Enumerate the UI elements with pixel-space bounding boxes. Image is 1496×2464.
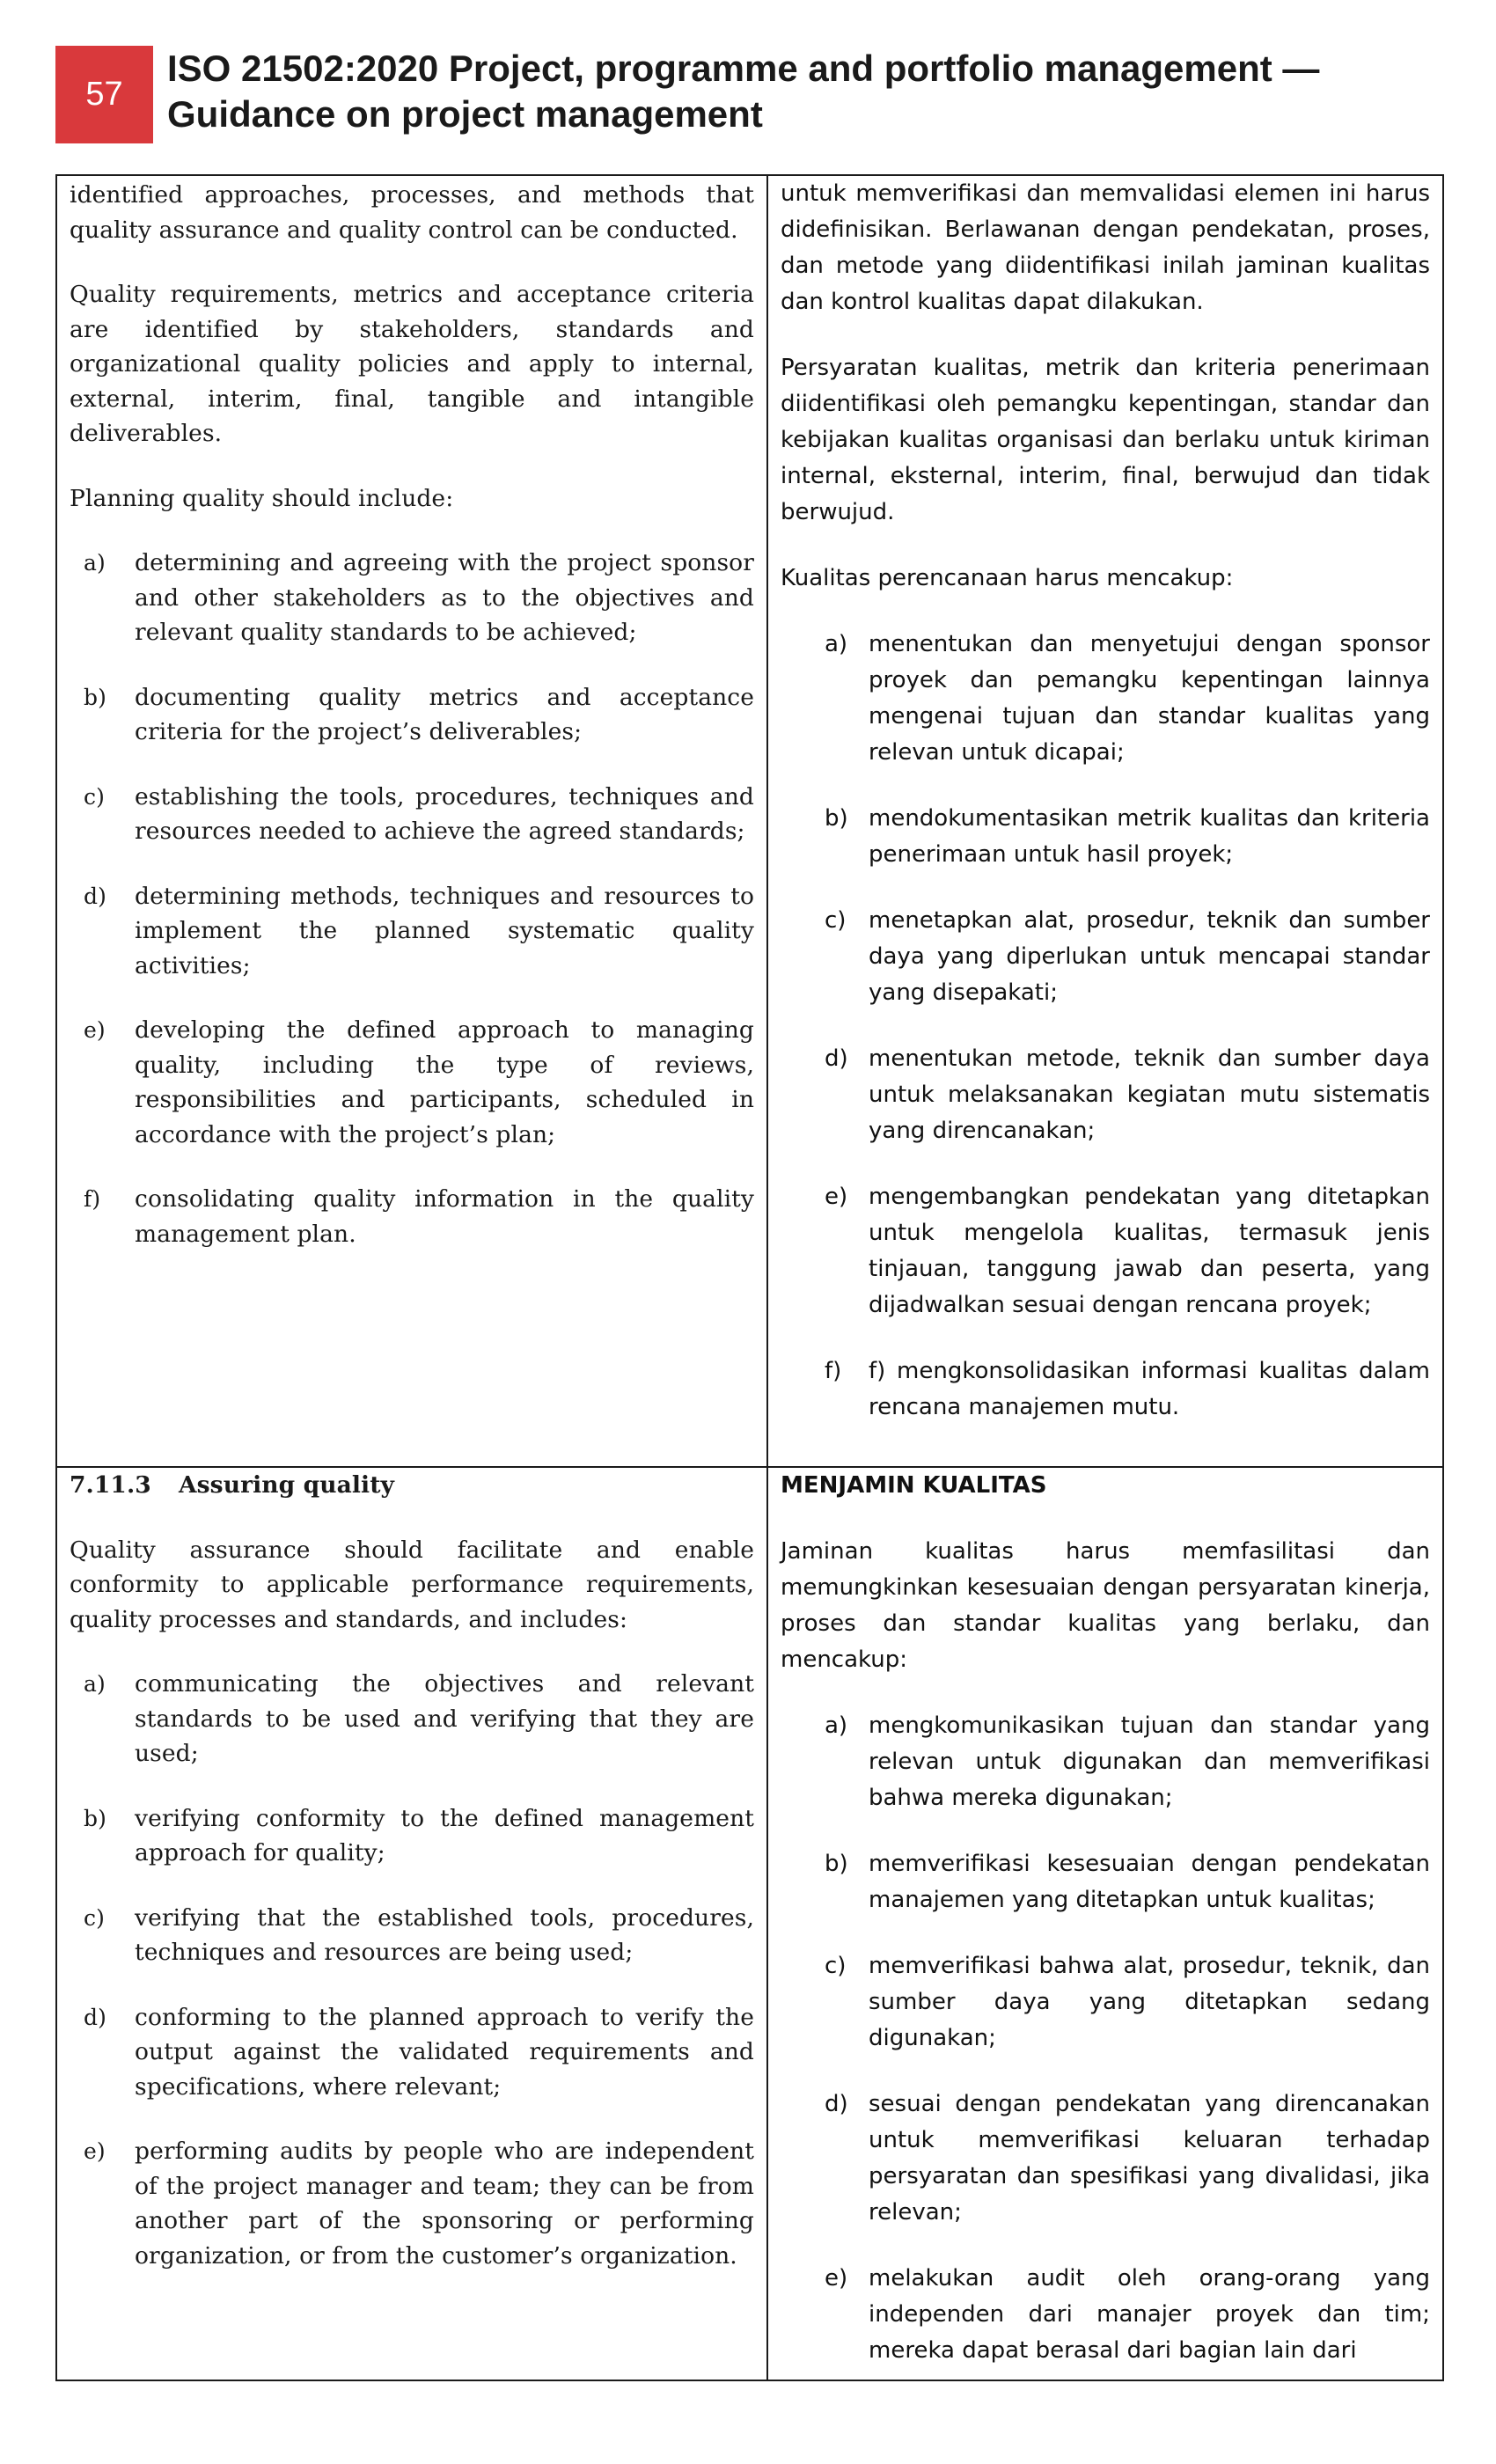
list-item: [70, 2134, 754, 2273]
list-item: [70, 879, 754, 984]
list-item: [70, 680, 754, 750]
list-marker: b): [84, 1805, 106, 1831]
list-marker: c): [84, 1904, 105, 1931]
list-item: [70, 1901, 754, 1970]
list-marker: b): [825, 1851, 848, 1877]
list-item: [781, 1179, 1430, 1324]
list-item-text: conforming to the planned approach to verify the output against the validated requirements and specifications, where relevant;: [135, 2003, 754, 2101]
paragraph: Quality requirements, metrics and acceptance criteria are identified by stakeholders, standards and organizational quality policies and apply to internal, external, interim, final, tangible and intangible deliverables.: [70, 281, 754, 447]
table-row-assuring-quality: [56, 1467, 1443, 2380]
paragraph: Kualitas perencanaan harus mencakup:: [781, 565, 1234, 591]
list-item: [781, 1948, 1430, 2057]
paragraph: Quality assurance should facilitate and enable conformity to applicable performance requirements, quality processes and standards, and includes:: [70, 1536, 754, 1633]
list-item-text: developing the defined approach to managing quality, including the type of reviews, responsibilities and participants, scheduled in accordance with the project’s plan;: [135, 1016, 754, 1148]
list-item: [781, 801, 1430, 873]
section-heading: MENJAMIN KUALITAS: [781, 1472, 1047, 1499]
list-item-text: establishing the tools, procedures, techniques and resources needed to achieve the agreed standards;: [135, 782, 754, 845]
list-item-text: determining and agreeing with the project sponsor and other stakeholders as to the objectives and relevant quality standards to be achieved;: [135, 549, 754, 646]
continued-paragraph: identified approaches, processes, and methods that quality assurance and quality control can be conducted.: [70, 181, 754, 244]
list-item-text: verifying conformity to the defined management approach for quality;: [135, 1804, 754, 1866]
list-item-text: menetapkan alat, prosedur, teknik dan sumber daya yang diperlukan untuk mencapai standar yang disepakati;: [869, 907, 1430, 1006]
list-marker: c): [825, 907, 847, 934]
english-column-cell: [56, 175, 767, 1467]
list-marker: c): [825, 1953, 847, 1979]
indonesian-column-cell: [767, 1467, 1443, 2380]
list-marker: d): [825, 2091, 848, 2117]
list: [70, 1667, 754, 2273]
list-marker: e): [84, 1017, 106, 1043]
list-item-text: f) mengkonsolidasikan informasi kualitas dalam rencana manajemen mutu.: [869, 1358, 1430, 1420]
list: [781, 627, 1430, 1426]
list-marker: b): [84, 684, 106, 710]
list-item: [70, 2000, 754, 2105]
document-title-line-2: Guidance on project management: [167, 93, 763, 135]
list-marker: e): [825, 1184, 848, 1210]
list-item: [70, 546, 754, 650]
list-item-text: menentukan dan menyetujui dengan sponsor proyek dan pemangku kepentingan lainnya mengenai tujuan dan standar kualitas yang relevan untuk dicapai;: [869, 631, 1430, 766]
list-marker: f): [825, 1358, 842, 1384]
list-marker: e): [825, 2265, 848, 2292]
table-row-planning-quality: [56, 175, 1443, 1467]
list-marker: a): [84, 1671, 106, 1697]
list-item-text: memverifikasi bahwa alat, prosedur, teknik, dan sumber daya yang ditetapkan sedang digunakan;: [869, 1953, 1430, 2051]
page-number-badge: 57: [55, 46, 153, 143]
list-item-text: mendokumentasikan metrik kualitas dan kriteria penerimaan untuk hasil proyek;: [869, 805, 1430, 868]
list-item: [70, 1801, 754, 1871]
list-item-text: communicating the objectives and relevant standards to be used and verifying that they are used;: [135, 1670, 754, 1767]
list-item-text: menentukan metode, teknik dan sumber daya untuk melaksanakan kegiatan mutu sistematis yang direncanakan;: [869, 1045, 1430, 1144]
continued-paragraph: untuk memverifikasi dan memvalidasi elemen ini harus didefinisikan. Berlawanan dengan pendekatan, proses, dan metode yang diidentifikasi inilah jaminan kualitas dan kontrol kualitas dapat dilakukan.: [781, 180, 1430, 315]
paragraph: Persyaratan kualitas, metrik dan kriteria penerimaan diidentifikasi oleh pemangku kepentingan, standar dan kebijakan kualitas organisasi dan berlaku untuk kiriman internal, eksternal, interim, final, berwujud dan tidak berwujud.: [781, 355, 1430, 525]
list-item-text: consolidating quality information in the quality management plan.: [135, 1185, 754, 1248]
list-item-text: mengkomunikasikan tujuan dan standar yang relevan untuk digunakan dan memverifikasi bahwa mereka digunakan;: [869, 1712, 1430, 1811]
list-marker: d): [84, 2004, 106, 2030]
list-marker: d): [84, 883, 106, 909]
list-marker: c): [84, 783, 105, 810]
list: [70, 546, 754, 1251]
list-marker: a): [84, 550, 106, 576]
page-header: [0, 0, 1496, 150]
list-item: [781, 2261, 1430, 2369]
list-marker: b): [825, 805, 848, 832]
list-marker: e): [84, 2138, 106, 2164]
paragraph: Jaminan kualitas harus memfasilitasi dan memungkinkan kesesuaian dengan persyaratan kinerja, proses dan standar kualitas yang berlaku, dan mencakup:: [781, 1538, 1430, 1673]
section-title: Assuring quality: [179, 1471, 395, 1499]
english-column-cell: [56, 1467, 767, 2380]
list-item: [781, 627, 1430, 771]
list-marker: f): [84, 1186, 101, 1212]
list-item: [70, 1667, 754, 1771]
document-title: [167, 46, 1461, 137]
section-heading: [70, 1468, 754, 1503]
list-item: [781, 1846, 1430, 1918]
paragraph: Planning quality should include:: [70, 484, 454, 512]
list-item: [70, 1182, 754, 1251]
list-item-text: performing audits by people who are independent of the project manager and team; they can be from another part of the sponsoring or performing organization, or from the customer’s organization.: [135, 2138, 754, 2270]
list-item-text: mengembangkan pendekatan yang ditetapkan untuk mengelola kualitas, termasuk jenis tinjauan, tanggung jawab dan peserta, yang dijadwalkan sesuai dengan rencana proyek;: [869, 1184, 1430, 1318]
list-item-text: melakukan audit oleh orang-orang yang independen dari manajer proyek dan tim; mereka dapat berasal dari bagian lain dari: [869, 2265, 1430, 2364]
list-marker: a): [825, 1712, 848, 1739]
list-item-text: sesuai dengan pendekatan yang direncanakan untuk memverifikasi keluaran terhadap persyaratan dan spesifikasi yang divalidasi, jika relevan;: [869, 2091, 1430, 2226]
list-item-text: memverifikasi kesesuaian dengan pendekatan manajemen yang ditetapkan untuk kualitas;: [869, 1851, 1430, 1913]
section-number: 7.11.3: [70, 1471, 151, 1499]
list-item: [781, 1041, 1430, 1149]
list-item: [70, 1013, 754, 1152]
list-item: [70, 780, 754, 849]
list-marker: d): [825, 1045, 848, 1072]
list-marker: a): [825, 631, 848, 657]
list-item: [781, 1708, 1430, 1816]
list-item: [781, 1353, 1430, 1426]
document-title-line-1: ISO 21502:2020 Project, programme and portfolio management —: [167, 48, 1320, 89]
indonesian-column-cell: [767, 175, 1443, 1467]
list-item: [781, 2086, 1430, 2231]
list-item-text: documenting quality metrics and acceptance criteria for the project’s deliverables;: [135, 683, 754, 745]
list-item-text: determining methods, techniques and resources to implement the planned systematic quality activities;: [135, 882, 754, 979]
list: [781, 1708, 1430, 2369]
translation-table: [55, 174, 1444, 2381]
list-item: [781, 903, 1430, 1011]
list-item-text: verifying that the established tools, procedures, techniques and resources are being used;: [135, 1903, 754, 1966]
